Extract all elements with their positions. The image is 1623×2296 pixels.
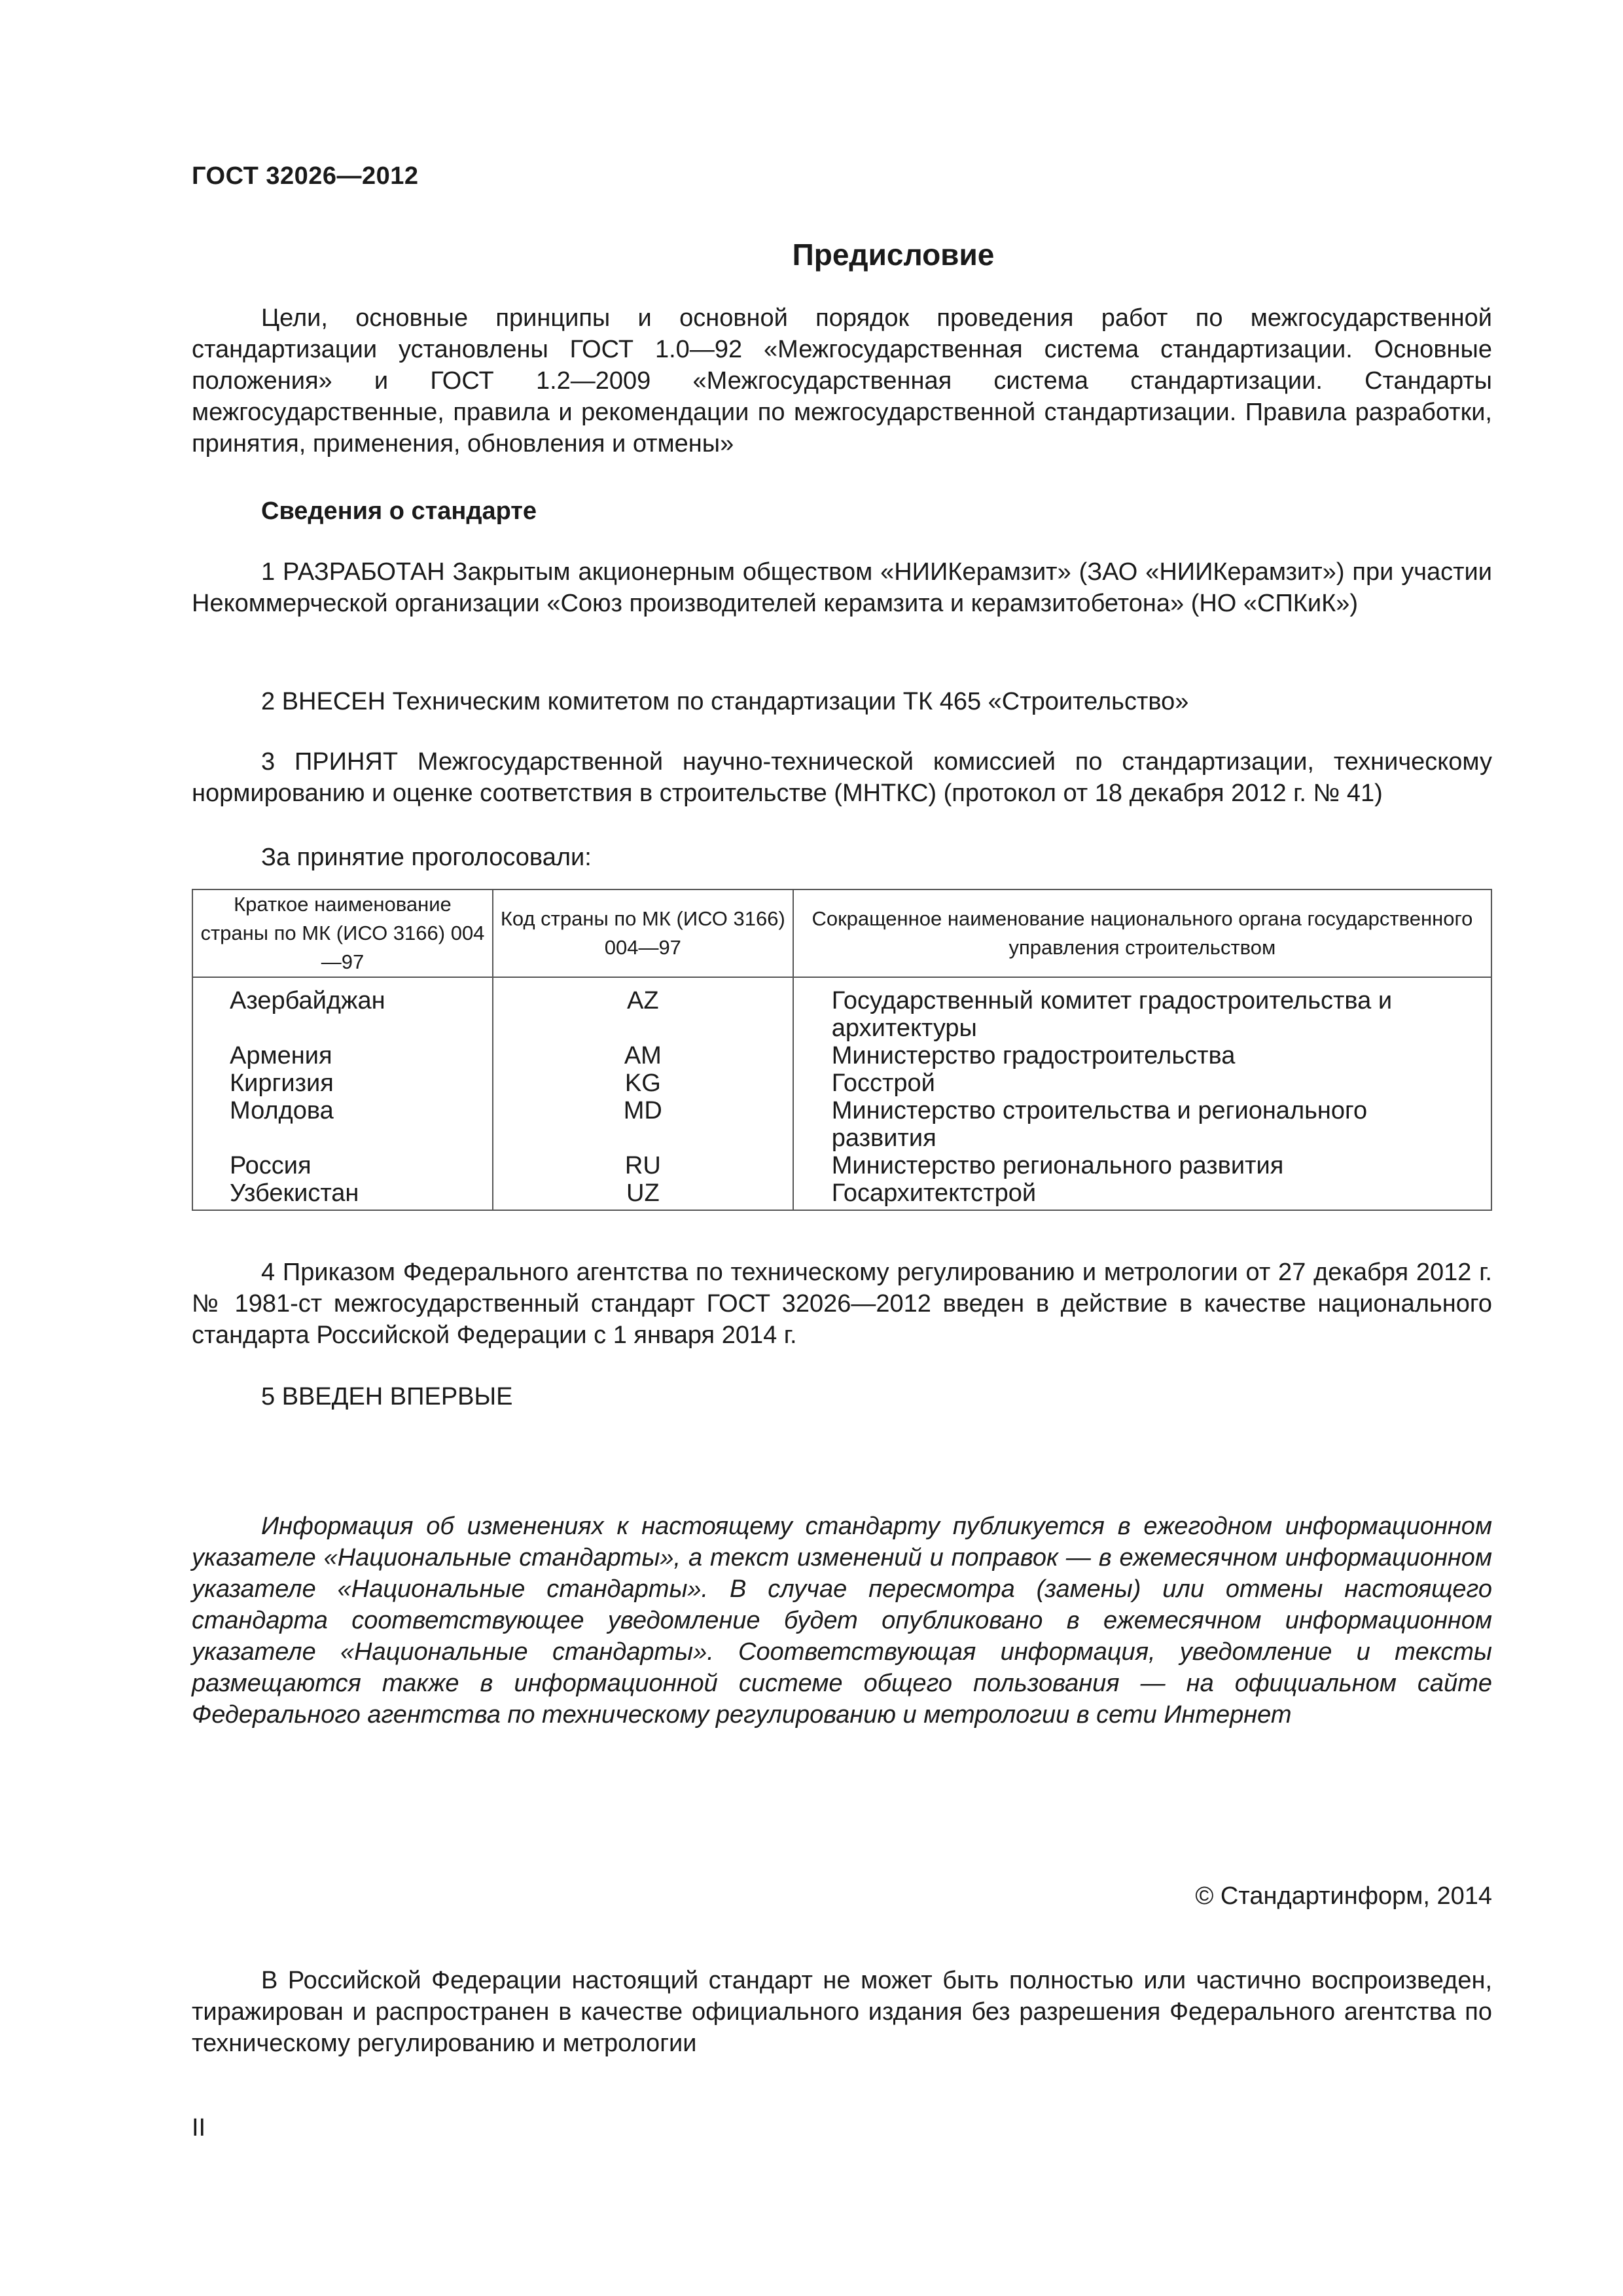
item-2-submitted-by: 2 ВНЕСЕН Техническим комитетом по стандартизации ТК 465 «Строительство» xyxy=(261,688,1189,715)
country-name: Молдова xyxy=(192,1097,493,1152)
country-code: UZ xyxy=(493,1179,793,1210)
country-code: MD xyxy=(493,1097,793,1152)
item-4-enacted-by: 4 Приказом Федерального агентства по техническому регулированию и метрологии от 27 декабря 2012 г. № 1981-ст межгосударственный стандарт ГОСТ 32026—2012 введен в действие в качестве национального стандарта Российской Федерации с 1 января 2014 г. xyxy=(192,1259,1492,1349)
table-row xyxy=(192,1069,1491,1097)
vote-intro: За принятие проголосовали: xyxy=(261,844,592,871)
table-row xyxy=(192,1152,1491,1179)
country-name: Киргизия xyxy=(192,1069,493,1097)
table-row xyxy=(192,977,1491,1042)
item-1-developed-by: 1 РАЗРАБОТАН Закрытым акционерным обществом «НИИКерамзит» (ЗАО «НИИКерамзит») при участии Некоммерческой организации «Союз производителей керамзита и керамзитобетона» (НО «СПКиК») xyxy=(192,558,1492,617)
country-name: Россия xyxy=(192,1152,493,1179)
national-body: Госстрой xyxy=(793,1069,1491,1097)
page-title xyxy=(0,237,1623,272)
country-code: AM xyxy=(493,1042,793,1069)
vote-table-header-row xyxy=(192,889,1491,977)
copyright-notice: © Стандартинформ, 2014 xyxy=(1195,1882,1492,1910)
national-body: Министерство градостроительства xyxy=(793,1042,1491,1069)
national-body: Министерство строительства и регионального развития xyxy=(793,1097,1491,1152)
vote-table xyxy=(192,889,1492,1211)
table-row xyxy=(192,1179,1491,1210)
country-name: Армения xyxy=(192,1042,493,1069)
table-row xyxy=(192,1097,1491,1152)
changes-information: Информация об изменениях к настоящему стандарту публикуется в ежегодном информационном указателе «Национальные стандарты», а текст изменений и поправок — в ежемесячном информационном указателе «Национальные стандарты». В случае пересмотра (замены) или отмены настоящего стандарта соответствующее уведомление будет опубликовано в ежемесячном информационном указателе «Национальные стандарты». Соответствующая информация, уведомление и тексты размещаются также в информационной системе общего пользования — на официальном сайте Федерального агентства по техническому регулированию и метрологии в сети Интернет xyxy=(192,1513,1492,1729)
country-code: RU xyxy=(493,1152,793,1179)
reproduction-notice: В Российской Федерации настоящий стандарт не может быть полностью или частично воспроизведен, тиражирован и распространен в качестве официального издания без разрешения Федерального агентства по техническому регулированию и метрологии xyxy=(192,1967,1492,2057)
about-standard-heading: Сведения о стандарте xyxy=(261,497,537,525)
country-name: Азербайджан xyxy=(192,977,493,1042)
header-country-code: Код страны по МК (ИСО 3166) 004—97 xyxy=(493,889,793,977)
national-body: Министерство регионального развития xyxy=(793,1152,1491,1179)
item-3-adopted-by: 3 ПРИНЯТ Межгосударственной научно-технической комиссией по стандартизации, техническому нормированию и оценке соответствия в строительстве (МНТКС) (протокол от 18 декабря 2012 г. № 41) xyxy=(192,748,1492,807)
header-country-name: Краткое наименование страны по МК (ИСО 3166) 004—97 xyxy=(192,889,493,977)
document-code-header: ГОСТ 32026—2012 xyxy=(192,162,419,190)
item-5-first-introduced: 5 ВВЕДЕН ВПЕРВЫЕ xyxy=(261,1383,513,1410)
national-body: Государственный комитет градостроительства и архитектуры xyxy=(793,977,1491,1042)
country-code: AZ xyxy=(493,977,793,1042)
page-title-text: Предисловие xyxy=(792,238,995,272)
page-number: II xyxy=(192,2114,206,2142)
country-code: KG xyxy=(493,1069,793,1097)
table-row xyxy=(192,1042,1491,1069)
country-name: Узбекистан xyxy=(192,1179,493,1210)
header-national-body: Сокращенное наименование национального органа государственного управления строительством xyxy=(793,889,1491,977)
national-body: Госархитектстрой xyxy=(793,1179,1491,1210)
intro-paragraph: Цели, основные принципы и основной порядок проведения работ по межгосударственной стандартизации установлены ГОСТ 1.0—92 «Межгосударственная система стандартизации. Основные положения» и ГОСТ 1.2—2009 «Межгосударственная система стандартизации. Стандарты межгосударственные, правила и рекомендации по межгосударственной стандартизации. Правила разработки, принятия, применения, обновления и отмены» xyxy=(192,304,1492,457)
